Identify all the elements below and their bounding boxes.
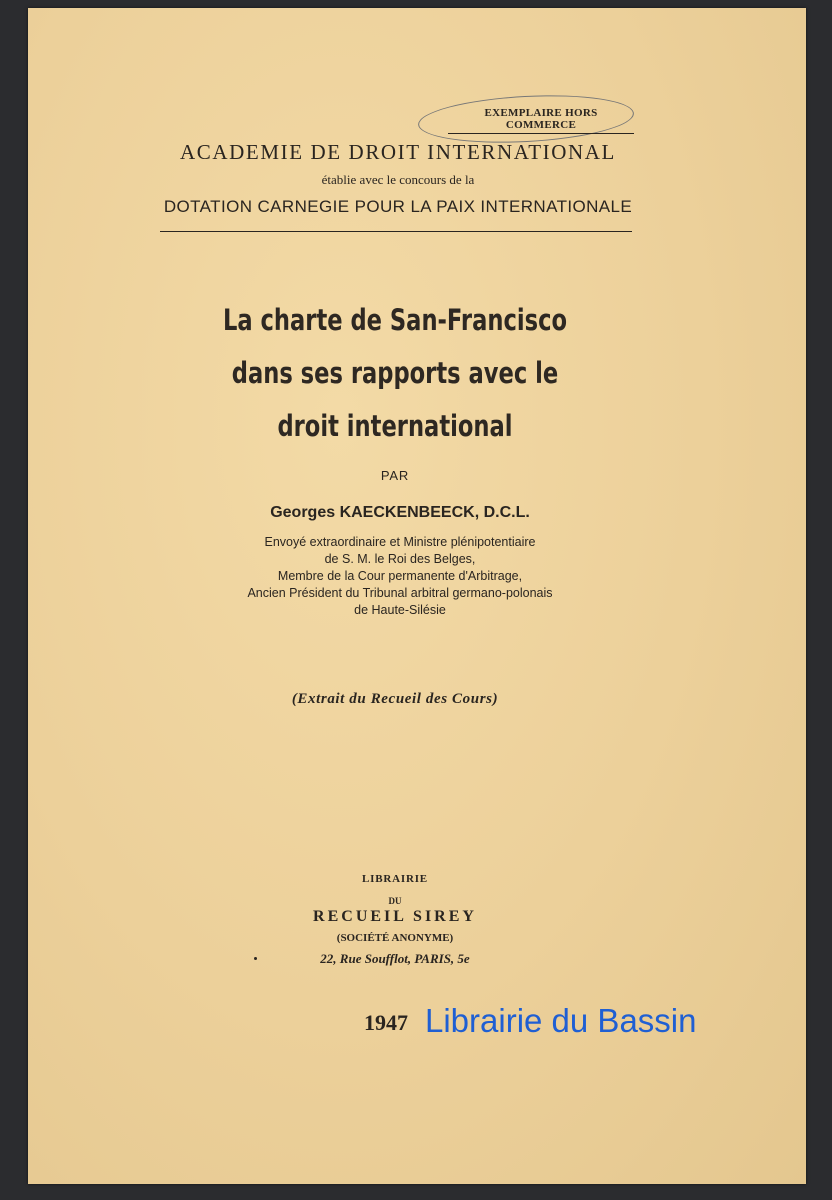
dotation-heading: DOTATION CARNEGIE POUR LA PAIX INTERNATIONALE <box>163 197 633 216</box>
publisher-company-type: (SOCIÉTÉ ANONYME) <box>336 932 454 944</box>
author-credentials <box>180 534 620 619</box>
title-line-2: dans ses rapports avec le <box>231 356 559 390</box>
credential-line: de Haute-Silésie <box>354 603 446 617</box>
title-line-3: droit international <box>277 409 513 443</box>
header-divider <box>160 231 632 232</box>
extract-note: (Extrait du Recueil des Cours) <box>291 691 499 707</box>
book-title <box>177 294 614 453</box>
credential-line: Ancien Président du Tribunal arbitral germano-polonais <box>247 586 553 600</box>
credential-line: de S. M. le Roi des Belges, <box>324 552 476 566</box>
author-name: Georges KAECKENBEECK, D.C.L. <box>270 504 530 521</box>
decorative-dot <box>254 957 257 960</box>
by-label: PAR <box>380 468 410 483</box>
credential-line: Envoyé extraordinaire et Ministre plénipotentiaire <box>264 535 536 549</box>
publisher-librairie: LIBRAIRIE <box>362 873 428 885</box>
publication-year: 1947 <box>364 1010 408 1035</box>
publisher-address: 22, Rue Soufflot, PARIS, 5e <box>320 951 470 966</box>
credential-line: Membre de la Cour permanente d'Arbitrage, <box>277 569 523 583</box>
title-line-1: La charte de San-Francisco <box>222 303 568 337</box>
established-line: établie avec le concours de la <box>321 172 475 187</box>
publisher-name: RECUEIL SIREY <box>313 908 477 925</box>
stamp-label: EXEMPLAIRE HORS COMMERCE <box>448 107 634 134</box>
seller-watermark: Librairie du Bassin <box>425 1002 697 1039</box>
publisher-du: DU <box>388 896 402 906</box>
academy-heading: ACADEMIE DE DROIT INTERNATIONAL <box>180 140 616 164</box>
